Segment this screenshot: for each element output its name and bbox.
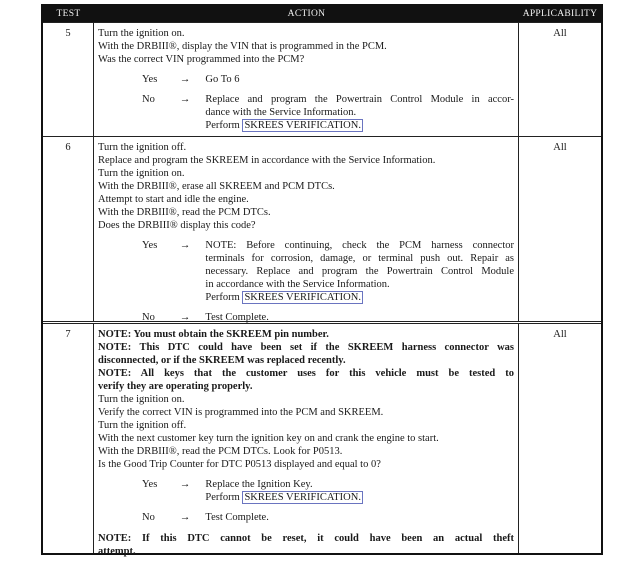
line-text: Turn the ignition off. [98, 420, 187, 431]
outcome-label: No [142, 512, 155, 523]
text-line [98, 27, 514, 40]
arrow-icon: → [179, 512, 191, 523]
header-action: ACTION [287, 9, 326, 19]
test-number: 6 [43, 137, 94, 321]
action-cell [94, 23, 519, 136]
text-line [98, 419, 514, 432]
outcome-text [205, 511, 514, 524]
outcome-text [205, 311, 514, 324]
text-line [205, 93, 514, 106]
line-text: Test Complete. [205, 512, 269, 523]
text-line [205, 265, 514, 278]
text-line [98, 328, 514, 341]
applicability: All [553, 329, 567, 340]
outcome-text [205, 73, 514, 86]
line-text: NOTE: You must obtain the SKREEM pin number. [98, 329, 329, 340]
text-line [98, 53, 514, 66]
line-text: NOTE: Before continuing, check the PCM harness connector [205, 240, 514, 251]
text-line [98, 141, 514, 154]
outcome-text [205, 93, 514, 132]
test-row [43, 136, 601, 321]
line-text: Replace and program the SKREEM in accordance with the Service Information. [98, 155, 436, 166]
text-line [205, 491, 514, 504]
text-line [205, 119, 514, 132]
line-text: Test Complete. [205, 312, 269, 323]
outcome-no [98, 511, 514, 524]
outcome-text [205, 478, 514, 504]
outcome-label: Yes [142, 479, 158, 490]
arrow-icon: → [179, 479, 191, 490]
outcome-yes [98, 478, 514, 504]
outcome-text [205, 239, 514, 304]
text-line [205, 311, 514, 324]
line-text: Attempt to start and idle the engine. [98, 194, 249, 205]
text-line [205, 291, 514, 304]
line-text: With the DRBIII®, read the PCM DTCs. Look for P0513. [98, 446, 343, 457]
text-line [98, 180, 514, 193]
test-number: 5 [43, 23, 94, 136]
text-line [98, 167, 514, 180]
text-line [205, 511, 514, 524]
arrow-icon: → [179, 240, 191, 251]
line-text: With the next customer key turn the ignition key on and crank the engine to start. [98, 433, 439, 444]
line-text: in accordance with the Service Information. [205, 279, 390, 290]
text-line [205, 106, 514, 119]
line-text: Does the DRBIII® display this code? [98, 220, 256, 231]
action-cell [94, 137, 519, 321]
line-text: With the DRBIII®, read the PCM DTCs. [98, 207, 271, 218]
line-text: Perform [205, 120, 243, 131]
arrow-icon: → [179, 312, 191, 323]
line-text: verify they are operating properly. [98, 381, 253, 392]
applicability: All [553, 28, 567, 39]
text-line [98, 532, 514, 545]
text-line [98, 367, 514, 380]
text-line [205, 278, 514, 291]
line-text: terminals for corrosion, damage, or terminal push out. Repair as [205, 253, 514, 264]
line-text: Turn the ignition off. [98, 142, 187, 153]
line-text: Turn the ignition on. [98, 28, 185, 39]
line-text: Was the correct VIN programmed into the PCM? [98, 54, 305, 65]
skrees-verification-link[interactable]: SKREES VERIFICATION. [244, 492, 361, 503]
line-text: Replace the Ignition Key. [205, 479, 313, 490]
outcome-yes [98, 73, 514, 86]
applicability: All [553, 142, 567, 153]
text-line [98, 354, 514, 367]
table-header [43, 6, 601, 22]
outcome-no [98, 311, 514, 324]
line-text: attempt. [98, 546, 136, 557]
outcome-label: Yes [142, 240, 158, 251]
text-line [98, 406, 514, 419]
text-line [98, 393, 514, 406]
line-text: NOTE: All keys that the customer uses for this vehicle must be tested to [98, 368, 514, 379]
text-line [98, 445, 514, 458]
header-test: TEST [56, 9, 81, 19]
line-text: NOTE: This DTC could have been set if the SKREEM harness connector was [98, 342, 514, 353]
text-line [98, 154, 514, 167]
text-line [98, 206, 514, 219]
line-text: With the DRBIII®, display the VIN that is programmed in the PCM. [98, 41, 387, 52]
text-line [98, 545, 514, 558]
diagnostic-test-table [41, 4, 603, 555]
text-line [98, 193, 514, 206]
test-number: 7 [43, 324, 94, 553]
header-applicability: APPLICABILITY [522, 9, 598, 19]
outcome-label: No [142, 94, 155, 105]
line-text: Turn the ignition on. [98, 394, 185, 405]
text-line [98, 341, 514, 354]
line-text: necessary. Replace and program the Powertrain Control Module [205, 266, 514, 277]
line-text: Perform [205, 492, 243, 503]
outcome-yes [98, 239, 514, 304]
line-text: Perform [205, 292, 243, 303]
line-text: Turn the ignition on. [98, 168, 185, 179]
skrees-verification-link[interactable]: SKREES VERIFICATION. [244, 120, 361, 131]
test-row [43, 22, 601, 136]
text-line [98, 432, 514, 445]
arrow-icon: → [179, 94, 191, 105]
text-line [98, 380, 514, 393]
line-text: Go To 6 [205, 74, 240, 85]
text-line [98, 40, 514, 53]
text-line [205, 478, 514, 491]
line-text: dance with the Service Information. [205, 107, 357, 118]
arrow-icon: → [179, 74, 191, 85]
line-text: Replace and program the Powertrain Control Module in accor- [205, 94, 514, 105]
final-note [98, 532, 514, 558]
action-cell [94, 324, 519, 557]
text-line [98, 219, 514, 232]
text-line [205, 252, 514, 265]
line-text: With the DRBIII®, erase all SKREEM and PCM DTCs. [98, 181, 335, 192]
text-line [205, 239, 514, 252]
text-line [98, 458, 514, 471]
line-text: Is the Good Trip Counter for DTC P0513 displayed and equal to 0? [98, 459, 381, 470]
skrees-verification-link[interactable]: SKREES VERIFICATION. [244, 292, 361, 303]
line-text: NOTE: If this DTC cannot be reset, it could have been an actual theft [98, 533, 514, 544]
line-text: Verify the correct VIN is programmed into the PCM and SKREEM. [98, 407, 384, 418]
outcome-label: No [142, 312, 155, 323]
outcome-no [98, 93, 514, 132]
line-text: disconnected, or if the SKREEM was replaced recently. [98, 355, 346, 366]
text-line [205, 73, 514, 86]
outcome-label: Yes [142, 74, 158, 85]
test-row [43, 321, 601, 557]
